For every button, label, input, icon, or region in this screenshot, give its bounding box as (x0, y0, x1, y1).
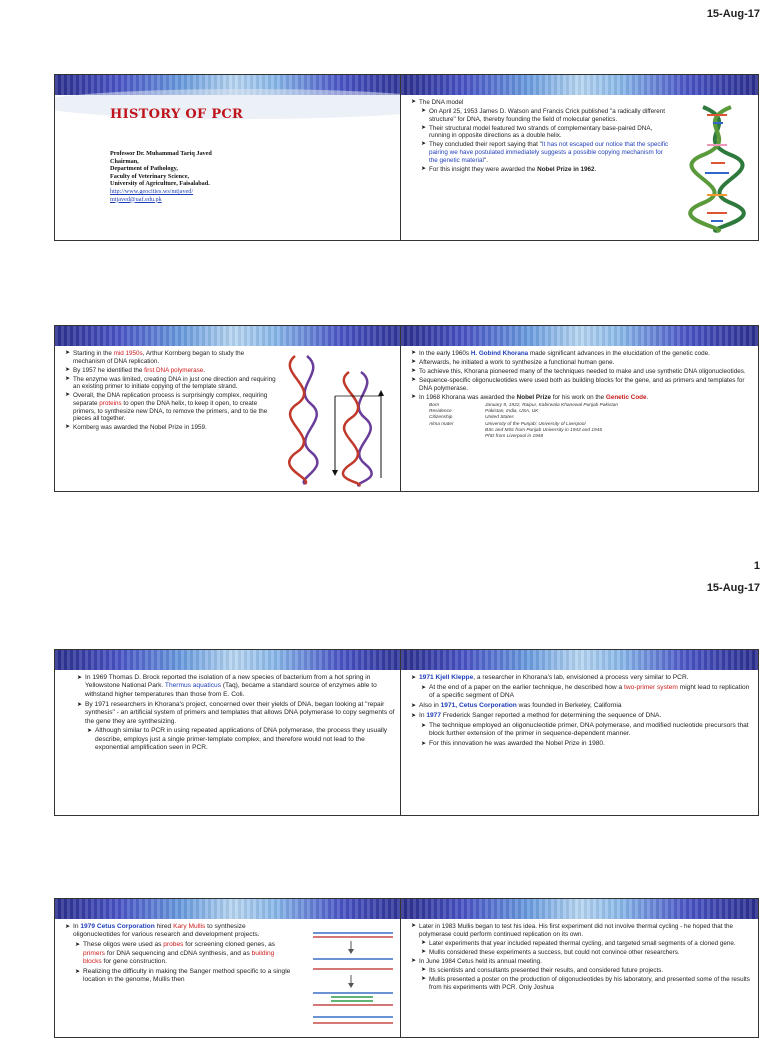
website-link[interactable]: http://www.geocities.ws/mtjaved/ (110, 187, 194, 195)
author-block: Professor Dr. Muhammad Tariq Javed Chairman, Department of Pathology, Faculty of Veterinary Science, University of Agriculture, Faisalabad. http://www.geocities.ws/mtjaved/ mtjaved@uaf.edu.pk (110, 150, 212, 203)
slide-banner (55, 899, 412, 919)
slide-kleppe: ➤ 1971 Kjell Kleppe, a researcher in Khorana's lab, envisioned a process very similar to PCR. ➤ At the end of a paper on the earlier technique, he described how a two-primer system might lead to replication of a specific segment of DNA ➤ Also in 1971, Cetus Corporation was founded in Berkeley, California ➤ In 1977 Frederick Sanger reported a method for determining the sequence of DNA. ➤ The technique employed an oligonucleotide primer, DNA polymerase, and modified nucleotide precursors that block further extension of the primer in sequence-dependent manner. ➤ For this innovation he was awarded the Nobel Prize in 1980. (400, 649, 759, 816)
info-row: Born January 9, 1922, Raipur, Kabirwala Khanewal Punjab Pakistan (429, 403, 619, 409)
slide-banner (401, 650, 758, 670)
slide-banner (55, 650, 412, 670)
slide-banner (55, 326, 412, 346)
info-row: Alma mater University of the Punjab; University of Liverpool (429, 421, 586, 427)
slide-dna-model: ➤ The DNA model ➤ On April 25, 1953 James D. Watson and Francis Crick published "a radically different structure" for DNA, thereby founding the field of molecular genetics. ➤ Their structural model featured two strands of complementary base-paired DNA, running in opposite directions as a double helix. ➤ They concluded their report saying that "It has not escaped our notice that the specific pairing we have postulated immediately suggests a possible copying mechanism for the genetic material". ➤ For this insight they were awarded the Nobel Prize in 1962. (400, 74, 759, 241)
page-number: 1 (753, 560, 760, 572)
header-date: 15-Aug-17 (706, 8, 760, 20)
slide-brock: ➤ In 1969 Thomas D. Brock reported the isolation of a new species of bacterium from a hot spring in Yellowstone National Park. Thermus aquaticus (Taq), became a standard source of enzymes able to withstand higher temperatures than those from E. Coli. ➤ By 1971 researchers in Khorana's project, concerned over their yields of DNA, began looking at "repair synthesis" - an artificial system of primers and templates that allows DNA polymerase to copy segments of the gene they are synthesizing. ➤ Although similar to PCR in using repeated applications of DNA polymerase, the process they usually describe, employs just a single primer-template complex, and therefore would not lead to the exponential amplification seen in PCR. (54, 649, 413, 816)
info-row: Residence Pakistan, India, USA, UK (429, 409, 539, 415)
email-link[interactable]: mtjaved@uaf.edu.pk (110, 195, 162, 203)
info-row: Citizenship United States (429, 415, 514, 421)
slide-banner (401, 326, 758, 346)
slide-title (54, 74, 413, 241)
dna-helix-image (683, 103, 751, 233)
author-name: Professor Dr. Muhammad Tariq Javed (110, 150, 212, 157)
slide-banner (401, 899, 758, 919)
slide-mullis-1983: ➤ Later in 1983 Mullis began to test his idea. His first experiment did not involve thermal cycling - he hoped that the polymerase could perform continued replication on its own. ➤ Later experiments that year included repeated thermal cycling, and targeted small segments of a cloned gene. ➤ Mullis considered these experiments a success, but could not convince other researchers. ➤ In June 1984 Cetus held its annual meeting. ➤ Its scientists and consultants presented their results, and considered future projects. ➤ Mullis presented a poster on the production of oligonucleotides by his laboratory, and presented some of the results from his experiments with PCR. Only Joshua (400, 898, 759, 1038)
slide-title-text: HISTORY OF PCR (110, 107, 244, 122)
slide-mullis: ➤ In 1979 Cetus Corporation hired Kary Mullis to synthesize oligonucleotides for various research and development projects. ➤ These oligos were used as probes for screening cloned genes, as primers for DNA sequencing and cDNA synthesis, and as building blocks for gene construction. ➤ Realizing the difficulty in making the Sanger method specific to a single location in the genome, Mullis then (54, 898, 413, 1038)
info-row: PhD from Liverpool in 1948 (485, 434, 544, 440)
dna-replication-diagram (287, 352, 405, 488)
slide-banner (401, 75, 758, 95)
slide-khorana: ➤ In the early 1960s H. Gobind Khorana made significant advances in the elucidation of the genetic code. ➤ Afterwards, he initiated a work to synthesize a functional human gene. ➤ To achieve this, Khorana pioneered many of the techniques needed to make and use synthetic DNA oligonucleotides. ➤ Sequence-specific oligonucleotides were used both as building blocks for the gene, and as primers and templates for DNA polymerase. ➤ In 1968 Khorana was awarded the Nobel Prize for his work on the Genetic Code. Born January 9, 1922, Raipur, Kabirwala Khanewal Punjab Pakistan Residence Pakistan, India, USA, UK Citizenship United States Alma mater University of the Punjab; University of Liverpool BSc and MSc from Punjab University in 1943 and 1945 PhD from Liverpool in 1948 (400, 325, 759, 492)
slide-kornberg: ➤ Starting in the mid 1950s, Arthur Kornberg began to study the mechanism of DNA replication. ➤ By 1957 he identified the first DNA polymerase. ➤ The enzyme was limited, creating DNA in just one direction and requiring an existing primer to initiate copying of the template strand. ➤ Overall, the DNA replication process is surprisingly complex, requiring separate proteins to open the DNA helix, to keep it open, to create primers, to synthesize new DNA, to remove the primers, and to tie the pieces all together. ➤ Kornberg was awarded the Nobel Prize in 1959. (54, 325, 413, 492)
pcr-cycle-diagram (301, 923, 407, 1033)
header-date-2: 15-Aug-17 (706, 582, 760, 594)
info-row: BSc and MSc from Punjab University in 1943 and 1945 (485, 427, 603, 433)
